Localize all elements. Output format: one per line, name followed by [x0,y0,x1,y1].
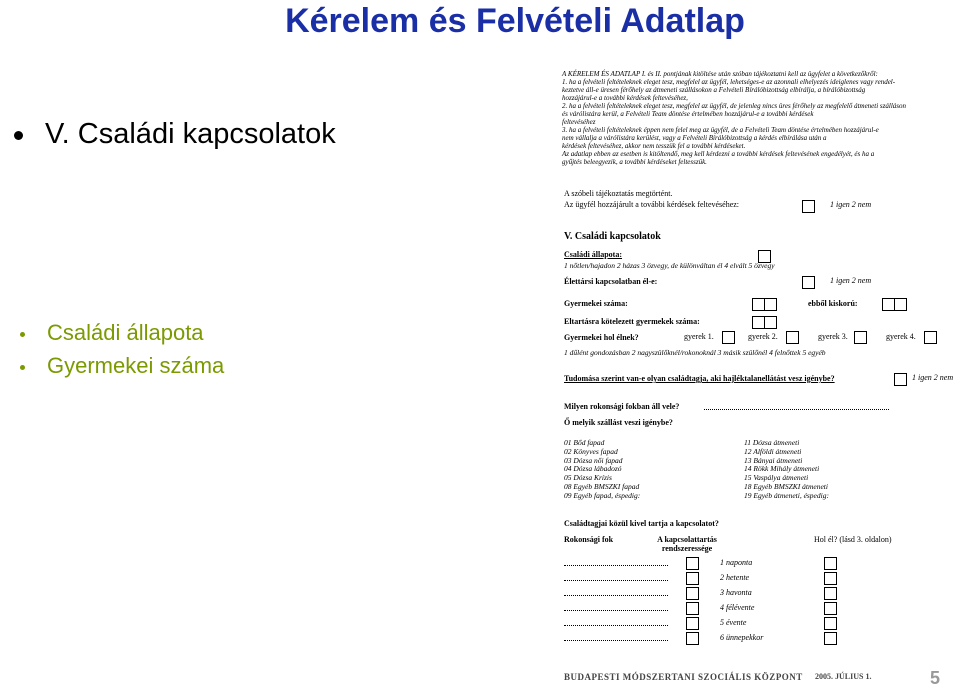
facility-option[interactable]: 03 Dózsa női fapad [564,455,623,465]
frequency-option: 5 évente [720,618,747,627]
children-label: Gyermekei száma: [564,299,628,308]
facility-option[interactable]: 18 Egyéb BMSZKI átmeneti [744,481,828,491]
minor-count-box-2[interactable] [894,298,907,311]
intro-line: A KÉRELEM ÉS ADATLAP I. és II. pontjának kitöltése után szóban tájékoztatni kell az ügyfelet a következőkről: [562,70,878,78]
child-4-box[interactable] [924,331,937,344]
frequency-option: 4 félévente [720,603,755,612]
main-bullet-text: V. Családi kapcsolatok [45,118,336,150]
support-label: Eltartásra kötelezett gyermekek száma: [564,317,700,326]
child-2-box[interactable] [786,331,799,344]
intro-line: feltevéséhez [562,118,596,126]
contact-where-box[interactable] [824,617,837,630]
where-options: 1 dűlént gondozásban 2 nagyszülőknél/rokonoknál 3 másik szülőnél 4 felnőttek 5 egyéb [564,348,826,357]
contact-relation-line[interactable] [564,625,668,626]
contact-relation-line[interactable] [564,640,668,641]
contact-frequency-box[interactable] [686,602,699,615]
consent-question: Az ügyfél hozzájárult a további kérdések feltevéséhez: [564,200,740,209]
col-relation-header: Rokonsági fok [564,535,614,544]
partner-options: 1 igen 2 nem [830,276,872,285]
contact-frequency-box[interactable] [686,572,699,585]
minor-label: ebből kiskorú: [808,299,858,308]
facility-option[interactable]: 11 Dózsa átmeneti [744,438,800,447]
contact-frequency-box[interactable] [686,587,699,600]
facility-option[interactable]: 04 Dózsa lábadozó [564,464,622,474]
contact-where-box[interactable] [824,602,837,615]
child-1-box[interactable] [722,331,735,344]
support-count-box-2[interactable] [764,316,777,329]
intro-line: Az adatlap ebben az esetben is kitöltendő, meg kell kérdezni a további kérdések feltevésének engedélyét, és ha a [562,150,875,158]
intro-line: és várólistára kerül, a Felvételi Team döntése értelmében hozzájárul-e a további kérdések [562,110,814,118]
contact-frequency-box[interactable] [686,557,699,570]
contact-question: Családtagjai közül kivel tartja a kapcsolatot? [564,519,719,528]
slide-title: Kérelem és Felvételi Adatlap [285,2,745,40]
facility-option[interactable]: 09 Egyéb fapad, éspedig: [564,490,641,500]
marital-options: 1 nőtlen/hajadon 2 házas 3 özvegy, de különváltan él 4 elvált 5 özvegy [564,261,775,270]
contact-relation-line[interactable] [564,610,668,611]
page-number: 5 [930,668,941,688]
col-where-header: Hol él? (lásd 3. oldalon) [814,535,892,544]
where-label: Gyermekei hol élnek? [564,333,639,342]
contact-frequency-box[interactable] [686,617,699,630]
children-count-box-2[interactable] [764,298,777,311]
consent-checkbox[interactable] [802,200,815,213]
facility-option[interactable]: 08 Egyéb BMSZKI fapad [564,481,640,491]
contact-relation-line[interactable] [564,595,668,596]
consent-options: 1 igen 2 nem [830,200,872,209]
marital-label: Családi állapota: [564,250,623,259]
partner-checkbox[interactable] [802,276,815,289]
frequency-option: 1 naponta [720,558,753,567]
sub-bullet-marital-text: Családi állapota [47,320,204,345]
facilities-right-list [744,439,829,501]
relation-question: Milyen rokonsági fokban áll vele? [564,402,680,411]
which-facility-question: Ő melyik szállást veszi igénybe? [564,418,673,427]
facility-option[interactable]: 13 Bányai átmeneti [744,455,803,465]
facility-option[interactable]: 01 Bőd fapad [564,438,605,447]
main-bullet [14,118,336,151]
facility-option[interactable]: 02 Könyves fapad [564,446,618,456]
intro-line: hozzájárul-e a további kérdések feltevéséhez, [562,94,688,102]
facilities-left-list [564,439,640,501]
child-3-box[interactable] [854,331,867,344]
contact-relation-line[interactable] [564,565,668,566]
intro-line: nem vállalja a várólistára kerülést, vagy a Felvételi Bírálóbizottság a kérdés elbírálása után a [562,134,827,142]
facility-option[interactable]: 05 Dózsa Krízis [564,473,612,483]
intro-text [562,70,906,166]
form-document-image [562,68,960,658]
contact-frequency-box[interactable] [686,632,699,645]
sub-bullet-dot-icon [20,365,25,370]
sub-bullet-children-text: Gyermekei száma [47,353,225,378]
child-1-label: gyerek 1. [684,332,714,341]
intro-line: 2. ha a felvételi feltételeknek eleget tesz, megfelel az ügyfél, de jelenleg nincs üres férőhely az megfelelő átmeneti szálláson [562,102,906,110]
contact-where-box[interactable] [824,632,837,645]
contact-where-box[interactable] [824,587,837,600]
sub-bullet-marital [20,320,204,346]
relative-question: Tudomása szerint van-e olyan családtagja, aki hajléktalanellátást vesz igénybe? [564,374,835,383]
sub-bullet-dot-icon [20,332,25,337]
relation-answer-line[interactable] [704,409,889,410]
frequency-option: 3 havonta [720,588,752,597]
section-title: V. Családi kapcsolatok [564,231,661,242]
intro-line: kérdések feltevéséhez, akkor nem tesszük fel a további kérdéseket. [562,142,746,150]
col-frequency-header: A kapcsolattartás rendszeressége [657,535,717,553]
facility-option[interactable]: 19 Egyéb átmeneti, éspedig: [744,490,829,500]
child-3-label: gyerek 3. [818,332,848,341]
oral-info-text: A szóbeli tájékoztatás megtörtént. [564,189,673,198]
bullet-dot-icon [14,131,23,140]
intro-line: 3. ha a felvételi feltételeknek éppen nem felel meg az ügyfél, de a Felvételi Team döntése értelmében hozzájárul-e [562,126,879,134]
intro-line: 1. ha a felvételi feltételeknek eleget tesz, megfelel az ügyfél, lehetséges-e az azonnali elhelyezés ideiglenes vagy rendel- [562,78,896,86]
sub-bullet-children [20,353,224,379]
relative-checkbox[interactable] [894,373,907,386]
child-2-label: gyerek 2. [748,332,778,341]
intro-line: keztetve áll-e üresen férőhely az átmeneti szállásokon a Felvételi Bírálóbizottság elbírálja, a bírálóbizottság [562,86,866,94]
footer-date: 2005. JÚLIUS 1. [815,672,872,681]
facility-option[interactable]: 15 Vaspálya átmeneti [744,473,809,483]
frequency-option: 6 ünnepekkor [720,633,764,642]
intro-line: gyűjtés beleegyezik, a további kérdéseket feltesszük. [562,158,707,166]
frequency-option: 2 hetente [720,573,750,582]
partner-question: Élettársi kapcsolatban él-e: [564,277,658,286]
relative-options: 1 igen 2 nem [912,373,954,382]
facility-option[interactable]: 14 Rökk Mihály átmeneti [744,464,820,474]
footer-organization: BUDAPESTI MÓDSZERTANI SZOCIÁLIS KÖZPONT [564,672,803,682]
contact-where-box[interactable] [824,572,837,585]
facility-option[interactable]: 12 Alföldi átmeneti [744,446,802,456]
contact-where-box[interactable] [824,557,837,570]
child-4-label: gyerek 4. [886,332,916,341]
contact-relation-line[interactable] [564,580,668,581]
